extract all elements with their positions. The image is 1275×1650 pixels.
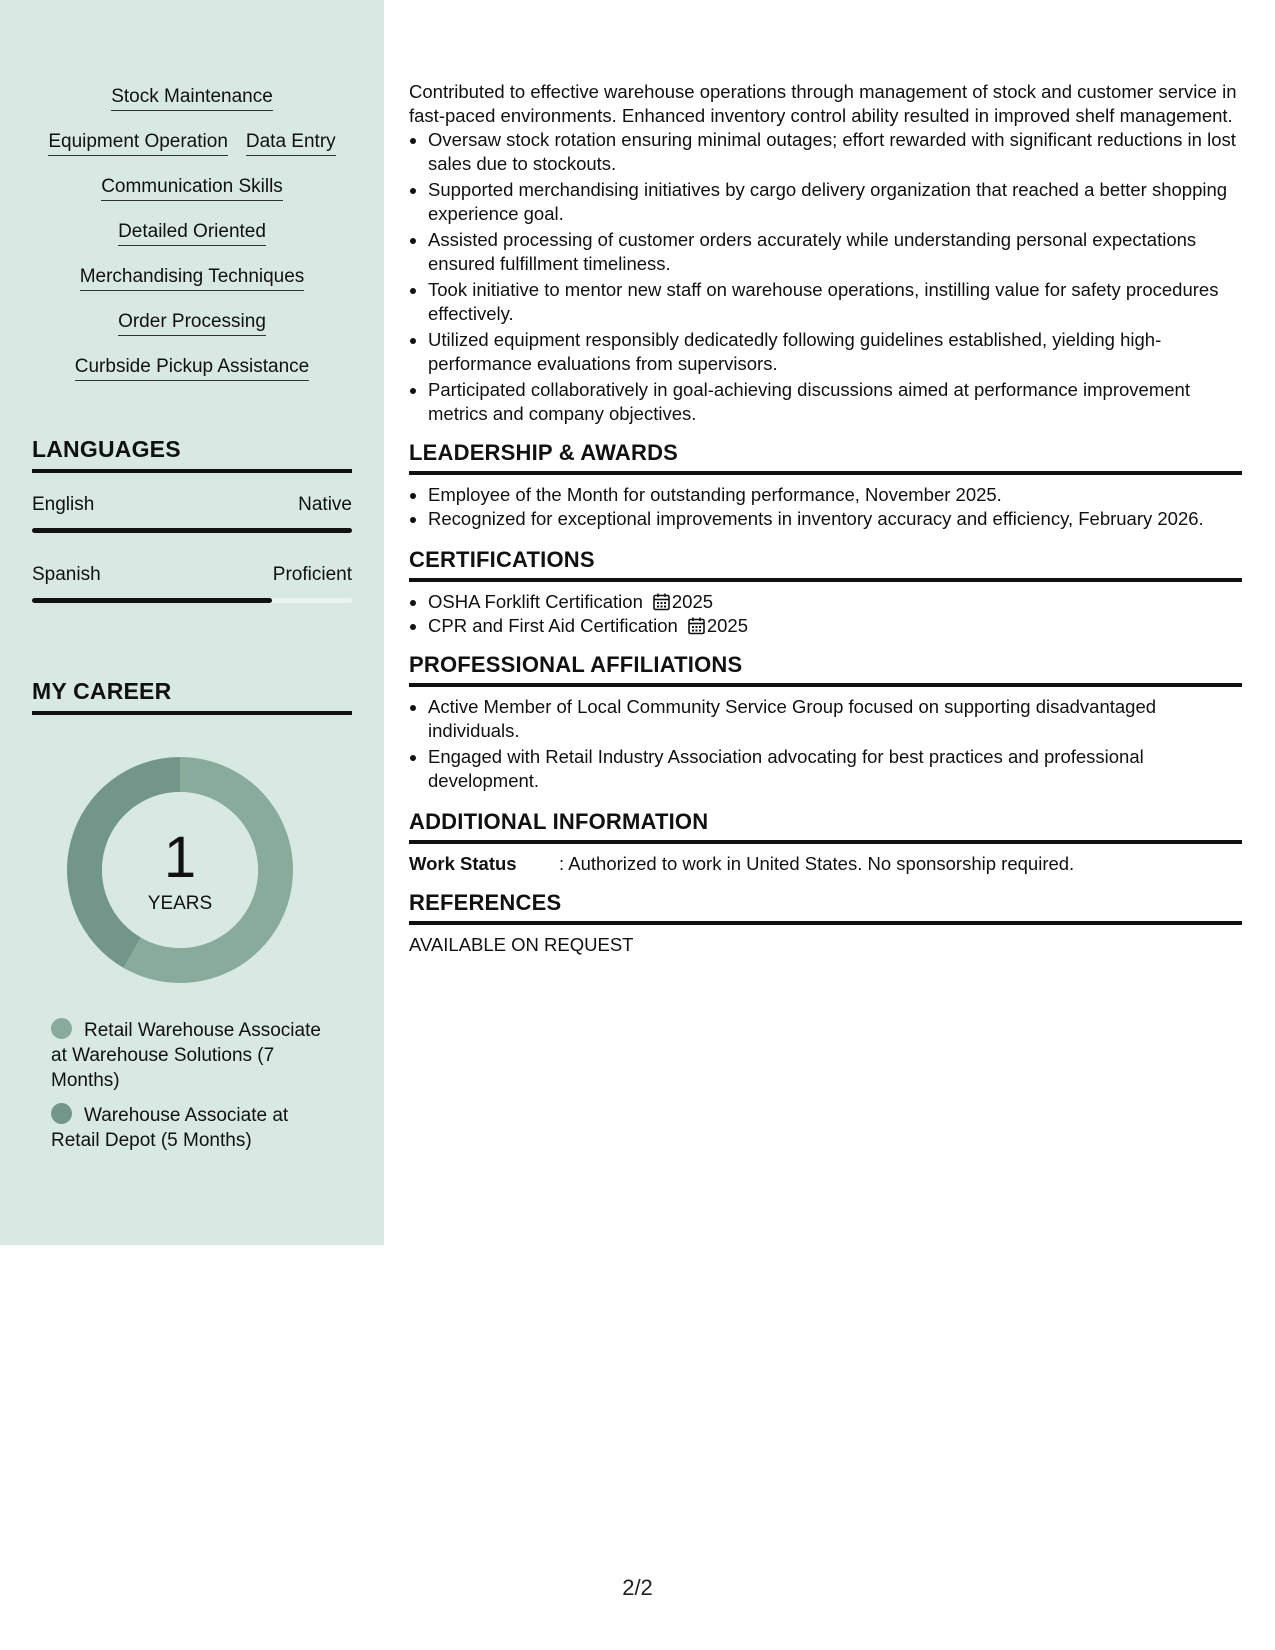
language-name: Spanish bbox=[32, 564, 101, 585]
language-name: English bbox=[32, 494, 95, 515]
language-spanish bbox=[32, 564, 352, 603]
awards-heading: LEADERSHIP & AWARDS bbox=[409, 440, 1242, 475]
certification-year: 2025 bbox=[706, 615, 748, 636]
language-bar-fill bbox=[32, 598, 272, 603]
skill-row bbox=[32, 310, 352, 336]
list-item: • Engaged with Retail Industry Association advocating for best practices and professional development. bbox=[428, 745, 1242, 793]
experience-bullets bbox=[409, 128, 1242, 426]
legend-dot bbox=[51, 1018, 72, 1039]
skill-row bbox=[32, 220, 352, 246]
experience-summary: Contributed to effective warehouse operations through management of stock and customer service in fast-paced environments. Enhanced inventory control ability resulted in improved shelf management. bbox=[409, 81, 1237, 126]
list-item: • Took initiative to mentor new staff on warehouse operations, instilling value for safety procedures effectively. bbox=[428, 278, 1242, 326]
career-legend bbox=[51, 1018, 341, 1163]
skill-tag: Communication Skills bbox=[101, 175, 283, 201]
skill-tag: Detailed Oriented bbox=[118, 220, 266, 246]
calendar-icon bbox=[653, 593, 670, 611]
career-item-text: Warehouse Associate at Retail Depot (5 Months) bbox=[51, 1105, 289, 1151]
skill-tag: Merchandising Techniques bbox=[80, 265, 305, 291]
career-legend-item bbox=[51, 1103, 341, 1153]
calendar-icon bbox=[688, 617, 705, 635]
sidebar bbox=[0, 0, 384, 1245]
certification-name: CPR and First Aid Certification bbox=[428, 615, 678, 636]
certifications-heading: CERTIFICATIONS bbox=[409, 547, 1242, 582]
work-status-row bbox=[409, 852, 1242, 876]
language-bar bbox=[32, 598, 352, 603]
language-level: Native bbox=[298, 494, 352, 515]
career-total-unit: YEARS bbox=[147, 893, 213, 914]
list-item: • Participated collaboratively in goal-achieving discussions aimed at performance improvement metrics and company objectives. bbox=[428, 378, 1242, 426]
list-item bbox=[428, 590, 1242, 614]
page-number: 2/2 bbox=[622, 1575, 653, 1600]
list-item: • Utilized equipment responsibly dedicatedly following guidelines established, yielding high-performance evaluations from supervisors. bbox=[428, 328, 1242, 376]
career-donut-chart bbox=[65, 755, 295, 985]
certifications-list bbox=[409, 590, 1242, 638]
affiliations-list bbox=[409, 695, 1242, 793]
skill-row bbox=[32, 85, 352, 111]
awards-list bbox=[409, 483, 1242, 531]
language-bar-fill bbox=[32, 528, 352, 533]
references-heading: REFERENCES bbox=[409, 890, 1242, 925]
skill-row bbox=[32, 130, 352, 156]
work-status-label: Work Status bbox=[409, 853, 517, 874]
skill-tag: Order Processing bbox=[118, 310, 266, 336]
list-item: • Employee of the Month for outstanding performance, November 2025. bbox=[428, 483, 1242, 507]
language-bar bbox=[32, 528, 352, 533]
skill-tag: Data Entry bbox=[246, 130, 336, 156]
career-item-text: Retail Warehouse Associate at Warehouse Solutions (7 Months) bbox=[51, 1020, 321, 1091]
certification-name: OSHA Forklift Certification bbox=[428, 591, 643, 612]
certification-year: 2025 bbox=[671, 591, 714, 612]
skill-tag: Stock Maintenance bbox=[111, 85, 273, 111]
list-item bbox=[428, 614, 1242, 638]
skill-row bbox=[32, 265, 352, 291]
main-content bbox=[409, 80, 1242, 957]
skill-row bbox=[32, 175, 352, 201]
career-total-value: 1 bbox=[163, 825, 197, 890]
legend-dot bbox=[51, 1103, 72, 1124]
language-level: Proficient bbox=[272, 564, 352, 585]
languages-heading: LANGUAGES bbox=[32, 436, 352, 473]
list-item: • Supported merchandising initiatives by cargo delivery organization that reached a better shopping experience goal. bbox=[428, 178, 1242, 226]
additional-info-heading: ADDITIONAL INFORMATION bbox=[409, 809, 1242, 844]
list-item: • Recognized for exceptional improvements in inventory accuracy and efficiency, February 2026. bbox=[428, 507, 1242, 531]
skills-list bbox=[32, 85, 352, 400]
list-item: • Active Member of Local Community Service Group focused on supporting disadvantaged individuals. bbox=[428, 695, 1242, 743]
skill-tag: Equipment Operation bbox=[48, 130, 228, 156]
language-english bbox=[32, 494, 352, 533]
work-status-value: : Authorized to work in United States. No sponsorship required. bbox=[559, 853, 1075, 874]
list-item: • Assisted processing of customer orders accurately while understanding personal expectations ensured fulfillment timeliness. bbox=[428, 228, 1242, 276]
list-item: • Oversaw stock rotation ensuring minimal outages; effort rewarded with significant reductions in lost sales due to stockouts. bbox=[428, 128, 1242, 176]
career-legend-item bbox=[51, 1018, 341, 1093]
skill-row bbox=[32, 355, 352, 381]
references-text: AVAILABLE ON REQUEST bbox=[409, 934, 634, 955]
affiliations-heading: PROFESSIONAL AFFILIATIONS bbox=[409, 652, 1242, 687]
skill-tag: Curbside Pickup Assistance bbox=[75, 355, 309, 381]
career-heading: MY CAREER bbox=[32, 678, 352, 715]
